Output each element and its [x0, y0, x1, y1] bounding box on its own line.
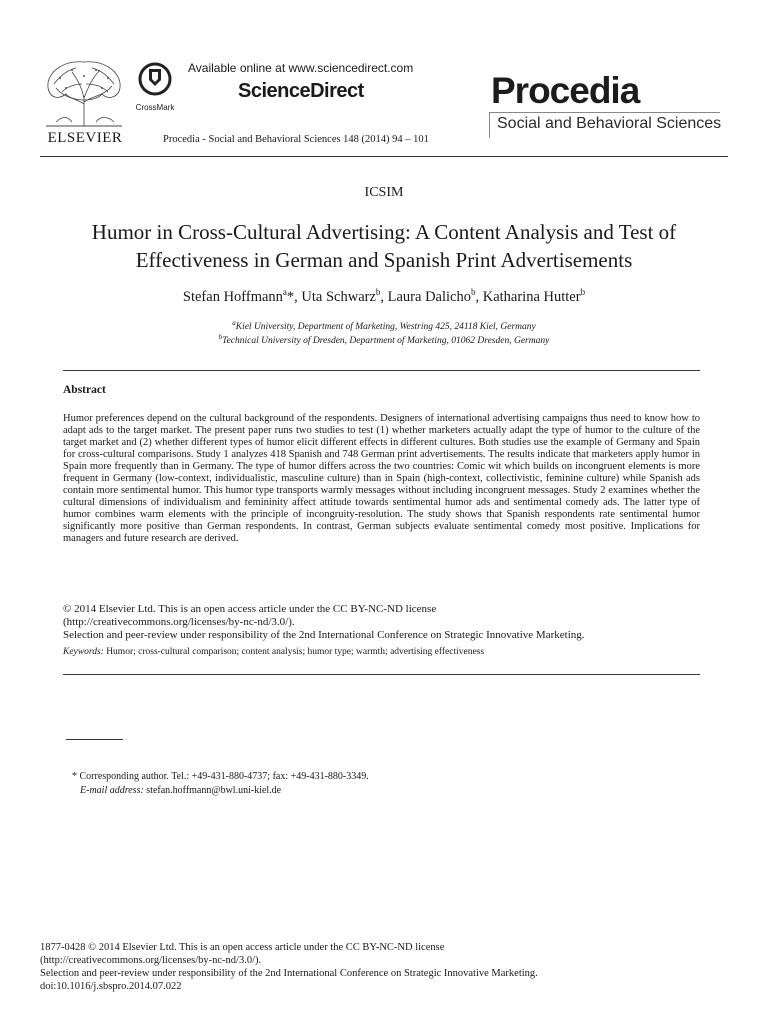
author-separator: , — [475, 288, 483, 305]
peer-review-line: Selection and peer-review under responsibility of the 2nd International Conference on Strategic Innovative Marketing. — [63, 629, 585, 641]
conference-name: ICSIM — [364, 185, 404, 200]
email-address[interactable]: stefan.hoffmann@bwl.uni-kiel.de — [146, 785, 282, 796]
copyright-block — [63, 603, 700, 642]
email-label: E-mail address: — [80, 785, 144, 796]
crossmark-icon — [138, 62, 172, 96]
affil-text: Kiel University, Department of Marketing, Westring 425, 24118 Kiel, Germany — [235, 322, 536, 333]
elsevier-tree-icon — [42, 58, 126, 128]
journal-citation: Procedia - Social and Behavioral Sciences 148 (2014) 94 – 101 — [163, 134, 429, 145]
bottom-license-link[interactable]: (http://creativecommons.org/licenses/by-nc-nd/3.0/). — [40, 955, 262, 966]
author-affil-sup: b — [470, 287, 476, 297]
affil-sup: a — [232, 319, 236, 327]
author-name: Laura Dalicho — [387, 288, 471, 305]
author-affil-sup: b — [375, 287, 381, 297]
abstract-heading: Abstract — [63, 384, 106, 396]
affiliation-a — [0, 319, 768, 332]
issn-copyright: 1877-0428 © 2014 Elsevier Ltd. This is an open access article under the CC BY-NC-ND license — [40, 942, 445, 953]
author-affil-sup: a — [282, 287, 287, 297]
license-link[interactable]: (http://creativecommons.org/licenses/by-nc-nd/3.0/). — [63, 616, 295, 628]
header-rule — [40, 156, 728, 157]
email-line — [80, 785, 281, 796]
bottom-license-block — [40, 941, 740, 993]
keywords-label: Keywords: — [63, 647, 104, 657]
keywords-list: Humor; cross-cultural comparison; content analysis; humor type; warmth; advertising effectiveness — [106, 647, 485, 657]
author-separator: , — [380, 288, 388, 305]
procedia-divider-left — [489, 112, 490, 138]
author-name: Uta Schwarz — [301, 288, 376, 305]
author-name: Stefan Hoffmann — [182, 288, 283, 305]
bottom-peer-review: Selection and peer-review under responsibility of the 2nd International Conference on Strategic Innovative Marketing. — [40, 968, 538, 979]
abstract-top-rule — [63, 370, 700, 371]
affiliation-b — [0, 333, 768, 346]
available-online-text[interactable]: Available online at www.sciencedirect.com — [188, 61, 414, 75]
abstract-body: Humor preferences depend on the cultural background of the respondents. Designers of international advertising campaigns thus need to know how to adapt ads to the target market. The present paper runs two studies to test (1) whether marketers actually adapt the type of humor to the culture of the target market and (2) whether different types of humor elicit different effects in different cultures. Both studies use the example of Germany and Spain for cross-cultural comparisons. Study 1 analyzes 418 Spanish and 748 German print advertisements. The results indicate that marketers apply humor in Spain more frequently than in Germany. The type of humor differs across the two countries: Comic wit which builds on incongruent elements is more frequent in Germany (low-context, individualistic, masculine culture) than in Spain (high-context, collectivistic, feminine culture) while Spanish ads contain more sentimental humor. This humor type transports warmly messages without including incongruent messages. Study 2 examines whether the cultural dimensions of individualism and femininity affect attitude towards sentimental humor ads and sentimental comedy ads. The latter type of humor combines warm elements with the principle of incongruity-resolution. The study shows that Spanish respondents rate sentimental humor significantly more positive than German respondents. In contrast, German subjects evaluate sentimental comedy most positive. Implications for managers and future research are derived. — [63, 413, 700, 544]
copyright-line: © 2014 Elsevier Ltd. This is an open access article under the CC BY-NC-ND license — [63, 603, 437, 615]
procedia-divider — [489, 112, 720, 113]
corresponding-author: * Corresponding author. Tel.: +49-431-880-4737; fax: +49-431-880-3349. — [72, 771, 369, 782]
author-separator: *, — [286, 288, 302, 305]
abstract-bottom-rule — [63, 674, 700, 675]
affil-sup: b — [218, 333, 223, 341]
crossmark-badge[interactable] — [132, 62, 178, 110]
affil-text: Technical University of Dresden, Department of Marketing, 01062 Dresden, Germany — [222, 336, 550, 347]
author-list — [0, 287, 768, 306]
procedia-subtitle: Social and Behavioral Sciences — [497, 115, 722, 132]
author-affil-sup: b — [580, 287, 586, 297]
publisher-name: ELSEVIER — [47, 130, 123, 146]
keywords — [63, 647, 700, 657]
procedia-logo: Procedia — [491, 70, 640, 111]
elsevier-logo — [40, 58, 128, 148]
crossmark-label: CrossMark — [135, 103, 175, 112]
article-title: Humor in Cross-Cultural Advertising: A Content Analysis and Test of Effectiveness in German and Spanish Print Advertisements — [91, 220, 677, 272]
footnote-rule — [66, 739, 123, 740]
doi[interactable]: doi:10.1016/j.sbspro.2014.07.022 — [40, 981, 182, 992]
author-name: Katharina Hutter — [482, 288, 581, 305]
sciencedirect-logo: ScienceDirect — [238, 80, 364, 102]
